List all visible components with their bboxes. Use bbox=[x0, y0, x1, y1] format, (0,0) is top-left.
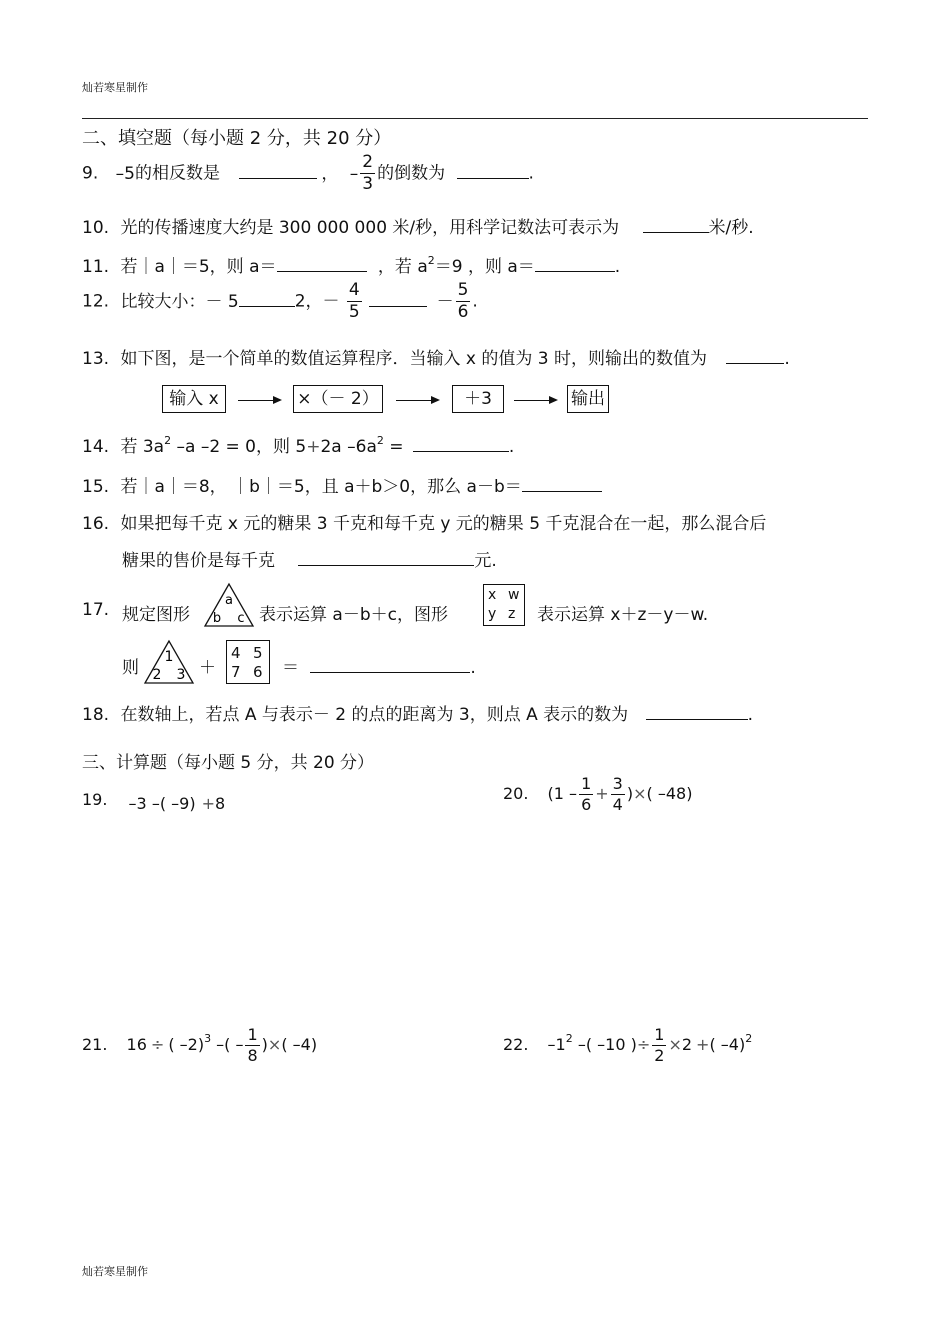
q9-fraction: $\frac{2}{3}$ bbox=[362, 152, 374, 194]
svg-text:b: b bbox=[212, 611, 222, 626]
section3-title: 三、计算题（每小题 5 分，共 20 分） bbox=[82, 753, 375, 773]
q17-text2: 表示运算 a－b＋c，图形 bbox=[259, 605, 448, 625]
flow-input-box: 输入 x bbox=[162, 385, 226, 413]
q21: 21. 16 ÷ ( –2)$^3$ –( – $\frac{1}{8}$ )×( –4) bbox=[82, 1025, 318, 1065]
q18: 18. 在数轴上，若点 A 与表示－ 2 的点的距离为 3，则点 A 表示的数为 . bbox=[82, 705, 753, 725]
q20-fraction1: $\frac{1}{6}$ bbox=[581, 774, 592, 814]
q9-blank2 bbox=[457, 177, 529, 179]
q13-blank bbox=[726, 362, 784, 364]
svg-text:a: a bbox=[225, 593, 233, 608]
svg-text:2: 2 bbox=[152, 667, 162, 683]
q15-blank bbox=[522, 490, 602, 492]
flow-output-box: 输出 bbox=[567, 385, 609, 413]
q17-blank bbox=[310, 671, 470, 673]
svg-text:c: c bbox=[237, 611, 245, 626]
q18-blank bbox=[646, 718, 748, 720]
q15: 15. 若｜a｜＝8， ｜b｜＝5，且 a＋b＞0，那么 a－b＝ bbox=[82, 472, 602, 497]
flow-arrow-3 bbox=[514, 400, 556, 401]
square-example-icon: 4 5 7 6 bbox=[226, 640, 270, 684]
triangle-example-icon bbox=[143, 639, 195, 685]
watermark-bottom: 灿若寒星制作 bbox=[82, 1265, 148, 1278]
flow-arrow-2 bbox=[396, 400, 438, 401]
q21-fraction: $\frac{1}{8}$ bbox=[247, 1025, 258, 1065]
q14-blank bbox=[413, 450, 509, 452]
q17-text1: 规定图形 bbox=[122, 605, 190, 625]
q17-then: 则 bbox=[122, 658, 139, 678]
svg-text:3: 3 bbox=[176, 667, 186, 683]
q11-blank2 bbox=[535, 270, 615, 272]
q9-blank1 bbox=[239, 177, 317, 179]
q16-blank bbox=[298, 564, 474, 566]
q20-fraction2: $\frac{3}{4}$ bbox=[612, 774, 623, 814]
q13: 13. 如下图，是一个简单的数值运算程序．当输入 x 的值为 3 时，则输出的数值为 . bbox=[82, 349, 790, 369]
watermark-top: 灿若寒星制作 bbox=[82, 81, 148, 94]
q22: 22. $-1^2$ –( –10 )÷ $\frac{1}{2}$ ×2 +( –4)$^2$ bbox=[503, 1025, 753, 1065]
q17-num: 17. bbox=[82, 600, 110, 620]
flow-arrow-1 bbox=[238, 400, 280, 401]
q16-line1: 16. 如果把每千克 x 元的糖果 3 千克和每千克 y 元的糖果 5 千克混合在一起，那么混合后 bbox=[82, 514, 767, 534]
q9: 9. –5的相反数是 ， – $\frac{2}{3}$ 的倒数为 . bbox=[82, 152, 534, 194]
square-figure-icon: x w y z bbox=[483, 584, 525, 626]
q12: 12. 比较大小：－ 5 2，－ $\frac{4}{5}$ － $\frac{5}{6}$ . bbox=[82, 280, 478, 322]
q12-fraction1: $\frac{4}{5}$ bbox=[348, 280, 360, 322]
q12-fraction2: $\frac{5}{6}$ bbox=[457, 280, 469, 322]
q17-text3: 表示运算 x＋z－y－w. bbox=[537, 605, 709, 625]
flow-multiply-box: ×（－ 2） bbox=[293, 385, 383, 413]
q12-blank2 bbox=[369, 305, 427, 307]
section2-title: 二、填空题（每小题 2 分，共 20 分） bbox=[82, 128, 392, 149]
svg-text:1: 1 bbox=[164, 649, 174, 665]
header-rule bbox=[82, 118, 868, 119]
q11: 11. 若｜a｜＝5，则 a＝ ，若 $a^2=9$ ，则 a＝ . bbox=[82, 254, 621, 277]
q22-fraction: $\frac{1}{2}$ bbox=[654, 1025, 665, 1065]
q11-blank1 bbox=[277, 270, 367, 272]
q17-eq-line: ＝ . bbox=[282, 658, 476, 678]
q16-line2: 糖果的售价是每千克 元. bbox=[122, 551, 497, 571]
q9-num: 9. bbox=[82, 163, 99, 184]
q17-plus: ＋ bbox=[199, 658, 216, 678]
q10: 10. 光的传播速度大约是 300 000 000 米/秒，用科学记数法可表示为 米/秒. bbox=[82, 218, 754, 238]
triangle-figure-icon bbox=[203, 582, 255, 628]
q10-blank bbox=[643, 231, 709, 233]
flow-add-box: ＋3 bbox=[452, 385, 504, 413]
q19: 19. –3 –( –9) +8 bbox=[82, 790, 226, 813]
q14: 14. 若 $3a^2$ –a –2 = 0，则 5+2a $-6a^2$ = . bbox=[82, 434, 515, 457]
q20: 20. (1 – $\frac{1}{6}$ + $\frac{3}{4}$ )×( –48) bbox=[503, 774, 693, 814]
q12-blank1 bbox=[239, 305, 295, 307]
